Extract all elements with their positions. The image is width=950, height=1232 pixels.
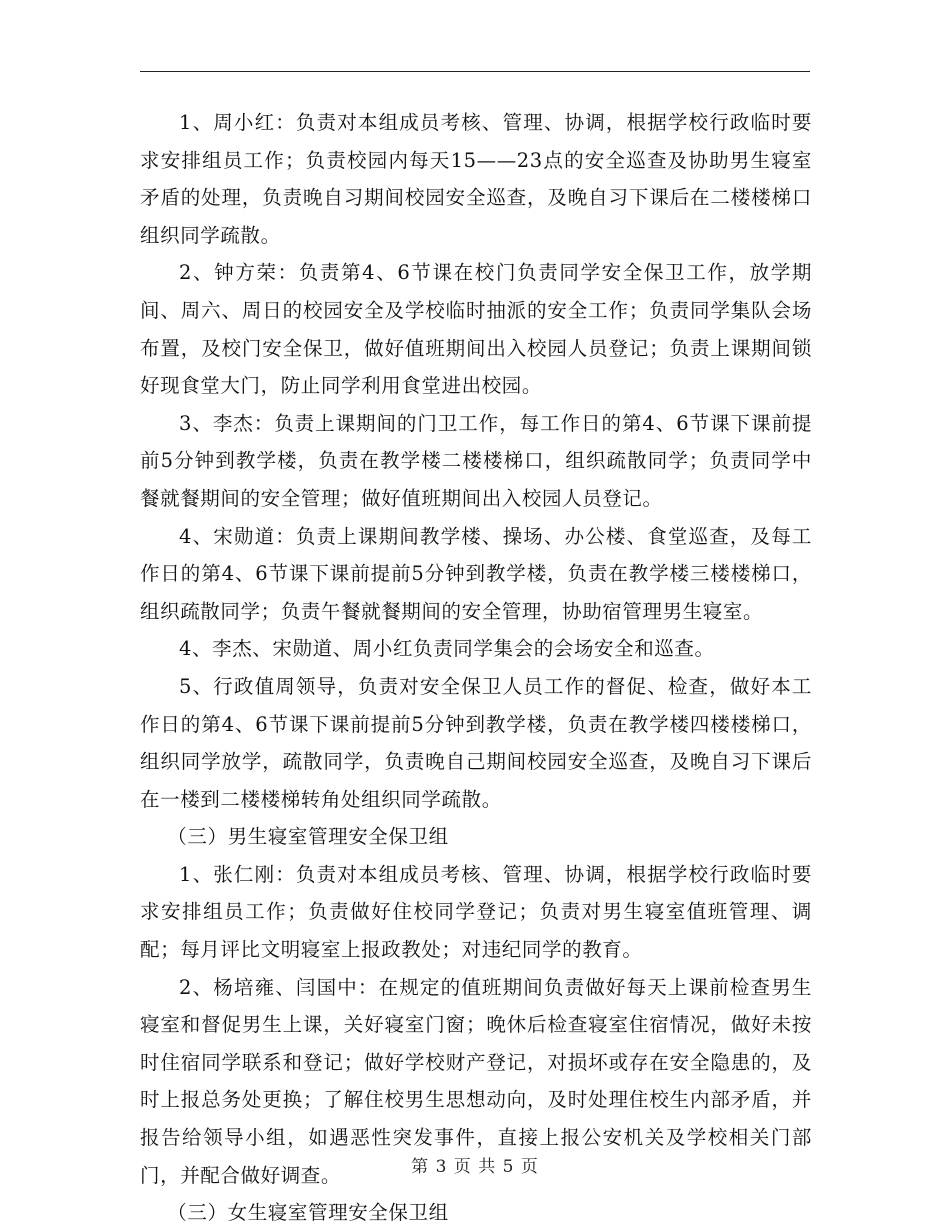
paragraph-li-jie: 3、李杰：负责上课期间的门卫工作，每工作日的第4、6节课下课前提前5分钟到教学楼，负责在教学楼二楼楼梯口，组织疏散同学；负责同学中餐就餐期间的安全管理；做好值班期间出入校园人员登记。 xyxy=(140,411,812,510)
paragraph-zhong-fangrong: 2、钟方荣：负责第4、6节课在校门负责同学安全保卫工作，放学期间、周六、周日的校园安全及学校临时抽派的安全工作；负责同学集队会场布置，及校门安全保卫，做好值班期间出入校园人员登记；负责上课期间锁好现食堂大门，防止同学利用食堂进出校园。 xyxy=(140,261,812,398)
paragraph-zhang-rengang: 1、张仁刚：负责对本组成员考核、管理、协调，根据学校行政临时要求安排组员工作；负责做好住校同学登记；负责对男生寝室值班管理、调配；每月评比文明寝室上报政教处；对违纪同学的教育。 xyxy=(140,862,812,962)
section-heading-boys-dorm: （三）男生寝室管理安全保卫组 xyxy=(167,825,449,849)
paragraph-yang-yan: 2、杨培雍、闫国中：在规定的值班期间负责做好每天上课前检查男生寝室和督促男生上课，关好寝室门窗；晚休后检查寝室住宿情况，做好未按时住宿同学联系和登记；做好学校财产登记，对损坏或存在安全隐患的，及时上报总务处更换；了解住校男生思想动向，及时处理住校生内部矛盾，并报告给领导小组，如遇恶性突发事件，直接上报公安机关及学校相关门部门，并配合做好调查。 xyxy=(140,975,812,1187)
document-body xyxy=(140,104,812,1232)
page-number-footer: 第 3 页 共 5 页 xyxy=(411,1157,539,1177)
paragraph-assembly-safety: 4、李杰、宋勋道、周小红负责同学集会的会场安全和巡查。 xyxy=(179,637,715,661)
paragraph-duty-leader: 5、行政值周领导，负责对安全保卫人员工作的督促、检查，做好本工作日的第4、6节课下课前提前5分钟到教学楼，负责在教学楼四楼楼梯口，组织同学放学，疏散同学，负责晚自己期间校园安全巡查，及晚自习下课后在一楼到二楼楼梯转角处组织同学疏散。 xyxy=(140,674,812,811)
header-rule xyxy=(140,71,810,72)
paragraph-song-xundao: 4、宋勋道：负责上课期间教学楼、操场、办公楼、食堂巡查，及每工作日的第4、6节课下课前提前5分钟到教学楼，负责在教学楼三楼楼梯口，组织疏散同学；负责午餐就餐期间的安全管理，协助宿管理男生寝室。 xyxy=(140,524,812,623)
paragraph-zhou-xiaohong: 1、周小红：负责对本组成员考核、管理、协调，根据学校行政临时要求安排组员工作；负责校园内每天15——23点的安全巡查及协助男生寝室矛盾的处理，负责晚自习期间校园安全巡查，及晚自习下课后在二楼楼梯口组织同学疏散。 xyxy=(140,111,812,247)
section-heading-girls-dorm: （三）女生寝室管理安全保卫组 xyxy=(167,1201,449,1225)
